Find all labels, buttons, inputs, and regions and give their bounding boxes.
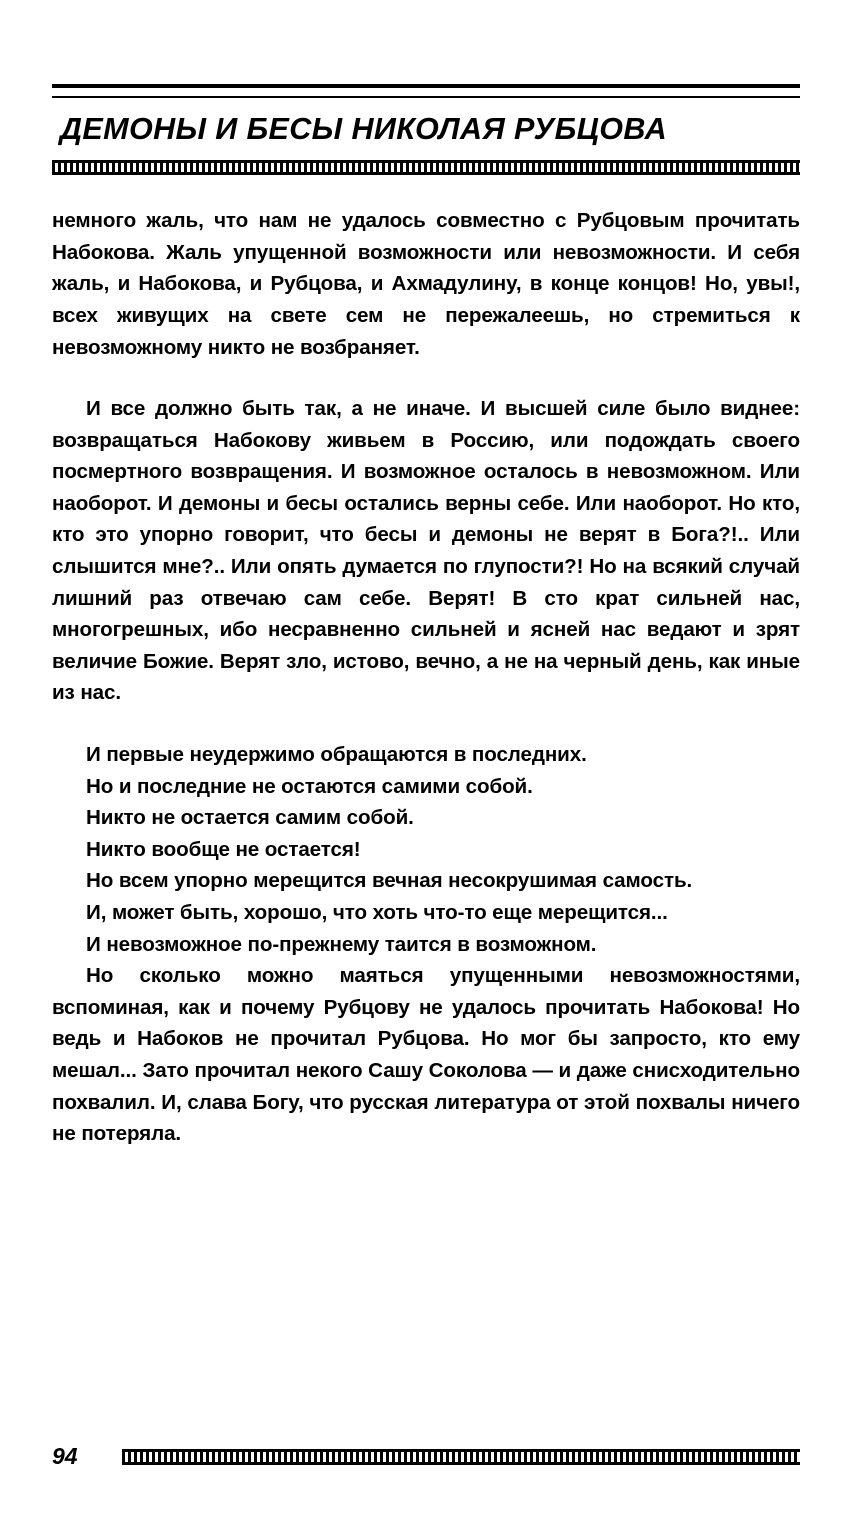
chapter-title: ДЕМОНЫ И БЕСЫ НИКОЛАЯ РУБЦОВА [60, 112, 668, 146]
page-number: 94 [52, 1443, 78, 1469]
page-footer [52, 1443, 800, 1470]
paragraph: И все должно быть так, а не иначе. И высшей силе было виднее: возвращаться Набокову живьем в Россию, или подождать своего посмертного возвращения. И возможное осталось в невозможном. Или наоборот. И демоны и бесы остались верны себе. Или наоборот. Но кто, кто это упорно говорит, что бесы и демоны не верят в Бога?!.. Или слышится мне?.. Или опять думается по глупости?! Но на всякий случай лишний раз отвечаю сам себе. Верят! В сто крат сильней нас, многогрешных, ибо несравненно сильней и ясней нас ведают и зрят величие Божие. Верят зло, истово, вечно, а не на черный день, как иные из нас. [52, 397, 800, 705]
footer-rule [122, 1449, 800, 1465]
list-item: Никто не остается самим собой. [86, 806, 414, 830]
list-item: Но и последние не остаются самими собой. [86, 774, 533, 798]
page-content [52, 0, 800, 1150]
paragraph: Но всем упорно мерещится вечная несокрушимая самость. [86, 869, 693, 893]
paragraph-continuation: немного жаль, что нам не удалось совместно с Рубцовым прочитать Набокова. Жаль упущенной возможности или невозможности. И себя жаль, и Набокова, и Рубцова, и Ахмадулину, в конце концов! Но, увы!, всех живущих на свете сем не пережалеешь, но стремиться к невозможному никто не возбраняет. [52, 209, 800, 359]
header-rule-top [52, 84, 800, 98]
aphorism-list [52, 739, 800, 865]
running-head [52, 84, 800, 175]
list-item: И первые неудержимо обращаются в последних. [86, 743, 587, 767]
body-text [52, 205, 800, 1150]
paragraph: Но сколько можно маяться упущенными невозможностями, вспоминая, как и почему Рубцову не удалось прочитать Набокова! Но ведь и Набоков не прочитал Рубцова. Но мог бы запросто, кто ему мешал... Зато прочитал некого Сашу Соколова — и даже снисходительно похвалил. И, слава Богу, что русская литература от этой похвалы ничего не потеряла. [52, 964, 800, 1146]
list-item: Никто вообще не остается! [86, 837, 361, 861]
header-rule-bottom [52, 160, 800, 175]
paragraph: И невозможное по-прежнему таится в возможном. [86, 932, 597, 956]
paragraph: И, может быть, хорошо, что хоть что-то еще мерещится... [86, 901, 668, 924]
